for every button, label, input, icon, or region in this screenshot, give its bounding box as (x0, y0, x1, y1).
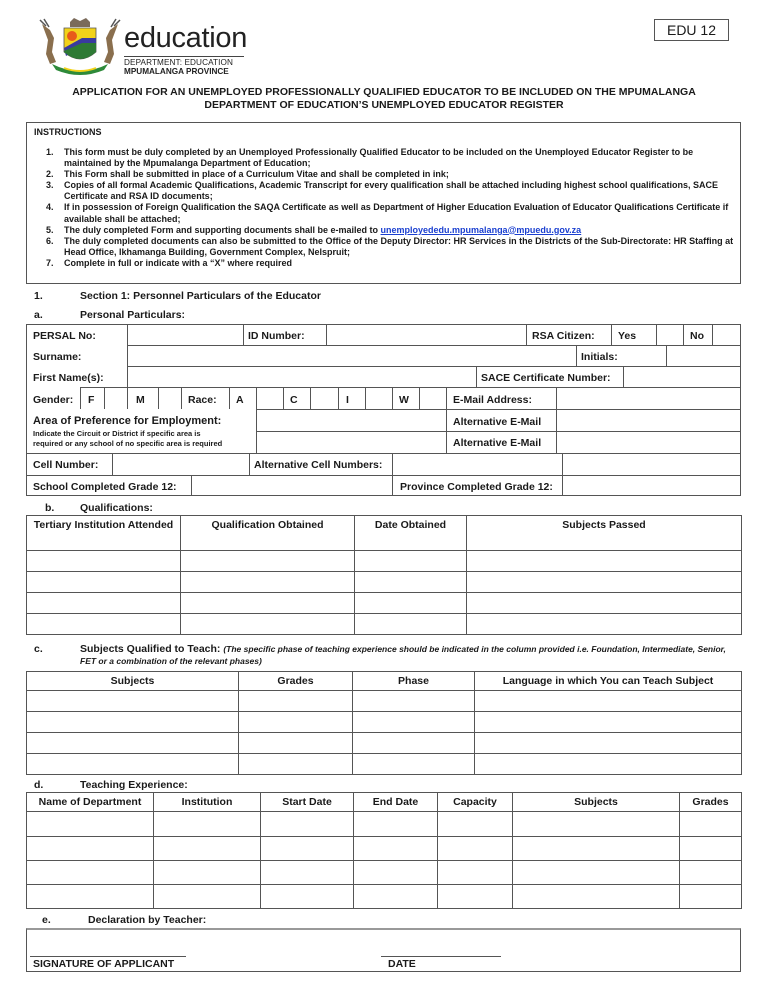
column-header: Date Obtained (355, 516, 467, 551)
table-cell[interactable] (261, 885, 354, 909)
column-header: Subjects (27, 672, 239, 691)
column-header: Language in which You can Teach Subject (475, 672, 742, 691)
table-cell[interactable] (438, 812, 513, 837)
table-cell[interactable] (181, 551, 355, 572)
id-number-label: ID Number: (248, 330, 305, 342)
table-cell[interactable] (680, 837, 742, 861)
persal-input[interactable] (128, 325, 242, 344)
table-cell[interactable] (353, 712, 475, 733)
table-row (27, 593, 742, 614)
table-cell[interactable] (353, 691, 475, 712)
table-cell[interactable] (354, 812, 438, 837)
table-cell[interactable] (27, 837, 154, 861)
surname-input[interactable] (128, 346, 575, 365)
table-cell[interactable] (475, 733, 742, 754)
table-cell[interactable] (353, 754, 475, 775)
table-cell[interactable] (355, 572, 467, 593)
date-line[interactable] (381, 956, 501, 957)
alt-email-2-label: Alternative E-Mail (453, 437, 542, 449)
table-cell[interactable] (27, 812, 154, 837)
table-cell[interactable] (475, 712, 742, 733)
coat-of-arms-icon (36, 16, 124, 78)
table-cell[interactable] (438, 885, 513, 909)
initials-input[interactable] (667, 346, 740, 365)
race-a-checkbox[interactable] (257, 388, 282, 408)
table-cell[interactable] (27, 733, 239, 754)
table-cell[interactable] (467, 572, 742, 593)
school-grade12-input[interactable] (192, 476, 391, 495)
logo-brand: education (124, 22, 248, 54)
table-cell[interactable] (475, 754, 742, 775)
table-cell[interactable] (438, 861, 513, 885)
province-grade12-label: Province Completed Grade 12: (400, 481, 553, 493)
race-c-checkbox[interactable] (311, 388, 337, 408)
logo-province: MPUMALANGA PROVINCE (124, 67, 229, 76)
table-cell[interactable] (27, 861, 154, 885)
experience-title: Teaching Experience: (80, 779, 188, 791)
area-preference-label: Area of Preference for Employment: (33, 415, 222, 427)
table-cell[interactable] (27, 754, 239, 775)
race-a-label: A (236, 394, 244, 406)
personal-letter: a. (34, 309, 43, 321)
table-cell[interactable] (680, 812, 742, 837)
table-cell[interactable] (513, 885, 680, 909)
column-header: Subjects (513, 793, 680, 812)
table-row (27, 614, 742, 635)
table-cell[interactable] (239, 691, 353, 712)
table-row (27, 572, 742, 593)
table-cell[interactable] (354, 861, 438, 885)
gender-m-checkbox[interactable] (159, 388, 180, 408)
experience-letter: d. (34, 779, 44, 791)
alt-email-2-input[interactable] (557, 432, 740, 452)
table-cell[interactable] (475, 691, 742, 712)
table-cell[interactable] (261, 861, 354, 885)
table-cell[interactable] (181, 614, 355, 635)
table-header-row (27, 516, 742, 551)
table-cell[interactable] (680, 885, 742, 909)
instruction-item: 3. Copies of all formal Academic Qualifications, Academic Transcript for every qualification shall be attached including highest school qualifications, SACE Certificate and RSA ID documents; (46, 180, 718, 202)
table-row (27, 551, 742, 572)
first-names-input[interactable] (128, 367, 475, 386)
table-cell[interactable] (467, 551, 742, 572)
table-cell[interactable] (355, 593, 467, 614)
table-row (27, 712, 742, 733)
submission-email-link[interactable]: unemployededu.mpumalanga@mpuedu.gov.za (380, 224, 582, 235)
rsa-citizen-label: RSA Citizen: (532, 330, 595, 342)
race-c-label: C (290, 394, 298, 406)
logo-department: DEPARTMENT: EDUCATION (124, 58, 233, 67)
table-row (27, 691, 742, 712)
table-cell[interactable] (354, 837, 438, 861)
logo-divider (124, 56, 244, 57)
column-header: Name of Department (27, 793, 154, 812)
table-cell[interactable] (154, 837, 261, 861)
instruction-item: 7. Complete in full or indicate with a “X” where required (46, 257, 293, 268)
gender-label: Gender: (33, 394, 74, 406)
citizen-yes-label: Yes (618, 330, 637, 342)
instructions-heading: INSTRUCTIONS (34, 127, 102, 137)
table-cell[interactable] (27, 885, 154, 909)
subjects-heading (80, 643, 740, 667)
experience-table (26, 792, 742, 909)
table-cell[interactable] (438, 837, 513, 861)
area-hint-line2: required or any school of no specific area is required (33, 439, 223, 448)
table-cell[interactable] (27, 712, 239, 733)
table-cell[interactable] (181, 572, 355, 593)
area-preference-input-2[interactable] (257, 432, 445, 452)
table-cell[interactable] (27, 572, 181, 593)
table-cell[interactable] (467, 593, 742, 614)
subjects-title: Subjects Qualified to Teach: (80, 643, 221, 655)
table-header-row (27, 793, 742, 812)
alt-email-1-input[interactable] (557, 410, 740, 430)
table-cell[interactable] (513, 812, 680, 837)
table-cell[interactable] (27, 551, 181, 572)
table-cell[interactable] (27, 614, 181, 635)
table-row (27, 885, 742, 909)
signature-label: SIGNATURE OF APPLICANT (33, 958, 175, 970)
table-cell[interactable] (154, 812, 261, 837)
table-cell[interactable] (27, 593, 181, 614)
subjects-note: (The specific phase of teaching experience should be indicated in the column provided i.e. Foundation, Intermediate, Senior, FET or a combination of the relevant phases) (80, 644, 726, 666)
id-number-input[interactable] (327, 325, 525, 344)
instructions-list (34, 147, 734, 269)
table-header-row (27, 672, 742, 691)
qualifications-table (26, 515, 742, 635)
column-header: Tertiary Institution Attended (27, 516, 181, 551)
table-cell[interactable] (27, 691, 239, 712)
table-row (27, 812, 742, 837)
table-row (27, 754, 742, 775)
table-cell[interactable] (239, 754, 353, 775)
table-cell[interactable] (355, 551, 467, 572)
alt-email-1-label: Alternative E-Mail (453, 416, 542, 428)
table-cell[interactable] (239, 733, 353, 754)
citizen-no-checkbox[interactable] (713, 325, 740, 344)
area-hint-line1: Indicate the Circuit or District if specific area is (33, 429, 201, 438)
table-cell[interactable] (680, 861, 742, 885)
school-grade12-label: School Completed Grade 12: (33, 481, 177, 493)
instruction-item: 4. If in possession of Foreign Qualification the SAQA Certificate as well as Department of Higher Education Evaluation of Educator Qualifications Certificate if available shall be attached; (46, 202, 729, 224)
alt-cell-input-1[interactable] (393, 454, 561, 474)
province-grade12-input[interactable] (563, 476, 740, 495)
email-input[interactable] (557, 388, 740, 408)
column-header: End Date (354, 793, 438, 812)
gender-f-checkbox[interactable] (105, 388, 126, 408)
subjects-letter: c. (34, 643, 43, 655)
persal-label: PERSAL No: (33, 330, 96, 342)
form-title-line2: DEPARTMENT OF EDUCATION’S UNEMPLOYED EDUCATOR REGISTER (204, 99, 564, 111)
column-header: Grades (680, 793, 742, 812)
table-cell[interactable] (355, 614, 467, 635)
qualifications-letter: b. (45, 502, 55, 514)
sace-input[interactable] (624, 367, 740, 386)
table-cell[interactable] (513, 837, 680, 861)
surname-label: Surname: (33, 351, 82, 363)
table-cell[interactable] (513, 861, 680, 885)
table-cell[interactable] (239, 712, 353, 733)
column-header: Institution (154, 793, 261, 812)
first-names-label: First Name(s): (33, 372, 104, 384)
section1-title: Section 1: Personnel Particulars of the Educator (80, 290, 321, 302)
citizen-yes-checkbox[interactable] (657, 325, 682, 344)
area-preference-input-1[interactable] (257, 410, 445, 430)
instruction-item: 2. This Form shall be submitted in place of a Curriculum Vitae and shall be completed in ink; (46, 169, 449, 180)
column-header: Subjects Passed (467, 516, 742, 551)
race-i-label: I (346, 394, 349, 406)
section1-number: 1. (34, 290, 43, 302)
table-cell[interactable] (353, 733, 475, 754)
column-header: Grades (239, 672, 353, 691)
race-w-label: W (399, 394, 409, 406)
race-w-checkbox[interactable] (420, 388, 445, 408)
instruction-item: 6. The duly completed documents can also be submitted to the Office of the Deputy Director: HR Services in the Districts of the Sub-Directorate: HR Staffing at Head Office, Ikhamanga Building, Government Complex, Nelspruit; (46, 235, 734, 257)
cell-number-label: Cell Number: (33, 459, 99, 471)
race-label: Race: (188, 394, 217, 406)
column-header: Start Date (261, 793, 354, 812)
instruction-item: 5. The duly completed Form and supporting documents shall be e-mailed to unemployededu.mpumalanga@mpuedu.gov.za (46, 224, 582, 235)
column-header: Phase (353, 672, 475, 691)
table-cell[interactable] (154, 885, 261, 909)
table-cell[interactable] (261, 837, 354, 861)
declaration-title: Declaration by Teacher: (88, 914, 207, 926)
citizen-no-label: No (690, 330, 704, 342)
cell-number-input[interactable] (113, 454, 248, 474)
form-title (0, 86, 768, 112)
subjects-table (26, 671, 742, 775)
table-cell[interactable] (181, 593, 355, 614)
sace-label: SACE Certificate Number: (481, 372, 611, 384)
qualifications-title: Qualifications: (80, 502, 153, 514)
form-code: EDU 12 (654, 19, 729, 41)
form-title-line1: APPLICATION FOR AN UNEMPLOYED PROFESSIONALLY QUALIFIED EDUCATOR TO BE INCLUDED ON THE MPUMALANGA (72, 86, 696, 98)
table-cell[interactable] (467, 614, 742, 635)
table-row (27, 861, 742, 885)
gender-f-label: F (88, 394, 95, 406)
race-i-checkbox[interactable] (366, 388, 391, 408)
declaration-letter: e. (42, 914, 51, 926)
table-cell[interactable] (154, 861, 261, 885)
column-header: Capacity (438, 793, 513, 812)
signature-line[interactable] (30, 956, 186, 957)
table-cell[interactable] (354, 885, 438, 909)
table-cell[interactable] (261, 812, 354, 837)
alt-cell-label: Alternative Cell Numbers: (254, 459, 383, 471)
gender-m-label: M (136, 394, 145, 406)
column-header: Qualification Obtained (181, 516, 355, 551)
personal-title: Personal Particulars: (80, 309, 186, 321)
table-row (27, 733, 742, 754)
table-row (27, 837, 742, 861)
alt-cell-input-2[interactable] (563, 454, 740, 474)
initials-label: Initials: (581, 351, 618, 363)
instruction-item: 1. This form must be duly completed by an Unemployed Professionally Qualified Educator to be included on the Unemployed Educator Register to be maintained by the Mpumalanga Department of Education; (46, 147, 694, 169)
date-label: DATE (388, 958, 416, 970)
email-label: E-Mail Address: (453, 394, 532, 406)
